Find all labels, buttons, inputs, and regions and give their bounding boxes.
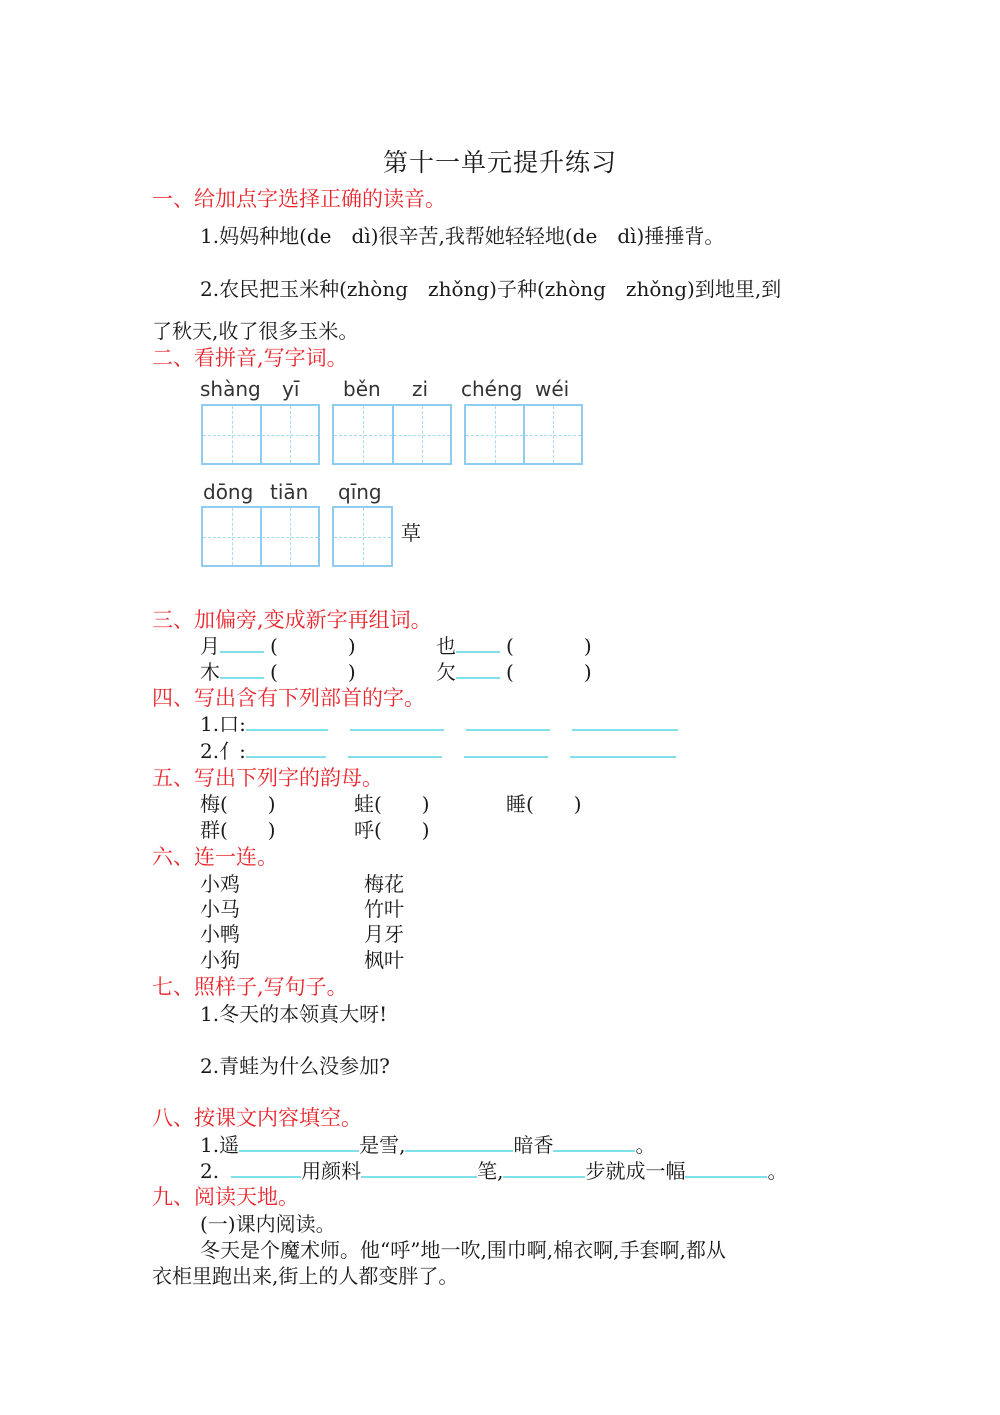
writing-grid-qing[interactable] (332, 506, 393, 567)
s4-item-ren: 2.亻: (200, 735, 676, 764)
s3-item-ye: 也 ( ) (436, 634, 592, 658)
blank-line[interactable] (572, 711, 678, 731)
blank-line[interactable] (503, 1158, 585, 1178)
section-4-heading: 四、写出含有下列部首的字。 (152, 686, 425, 710)
match-right-3[interactable]: 月牙 (364, 922, 404, 946)
s8-question-2: 2. 用颜料 笔, 步就成一幅 。 (200, 1159, 788, 1183)
writing-grid-benzi[interactable] (332, 404, 452, 465)
pinyin-yi: yī (282, 377, 300, 401)
pinyin-tian: tiān (270, 480, 309, 504)
section-2-heading: 二、看拼音,写字词。 (152, 346, 348, 370)
match-right-2[interactable]: 竹叶 (364, 897, 404, 921)
s7-example-2: 2.青蛙为什么没参加? (200, 1054, 390, 1078)
match-left-2[interactable]: 小马 (200, 897, 240, 921)
pinyin-zi: zi (412, 377, 429, 401)
s8-question-1: 1.遥 是雪, 暗香 。 (200, 1133, 656, 1157)
pinyin-wei: wéi (535, 377, 570, 401)
s4-item-kou: 1.口: (200, 708, 678, 737)
blank-line[interactable] (464, 738, 548, 758)
blank-line[interactable] (570, 738, 676, 758)
s5-item-wa: 蛙( ) (354, 792, 430, 816)
section-8-heading: 八、按课文内容填空。 (152, 1106, 362, 1130)
s9-subheading: (一)课内阅读。 (200, 1212, 336, 1236)
blank-line[interactable] (553, 1132, 635, 1152)
blank-line[interactable] (456, 659, 500, 679)
s3-item-yue: 月 ( ) (200, 634, 356, 658)
writing-grid-dongtian[interactable] (201, 506, 320, 567)
match-right-1[interactable]: 梅花 (364, 872, 404, 896)
section-5-heading: 五、写出下列字的韵母。 (152, 766, 383, 790)
blank-line[interactable] (361, 1158, 477, 1178)
page-title: 第十一单元提升练习 (382, 148, 617, 177)
pinyin-shang: shàng (200, 377, 261, 401)
pinyin-qing: qīng (338, 480, 382, 504)
section-3-heading: 三、加偏旁,变成新字再组词。 (152, 608, 432, 632)
pinyin-cheng: chéng (461, 377, 523, 401)
pinyin-dong: dōng (203, 480, 254, 504)
blank-line[interactable] (685, 1158, 767, 1178)
match-left-3[interactable]: 小鸭 (200, 922, 240, 946)
blank-line[interactable] (350, 711, 444, 731)
blank-line[interactable] (246, 711, 328, 731)
blank-line[interactable] (348, 738, 442, 758)
blank-line[interactable] (456, 633, 500, 653)
blank-line[interactable] (220, 659, 264, 679)
section-6-heading: 六、连一连。 (152, 845, 278, 869)
blank-line[interactable] (220, 633, 264, 653)
pinyin-ben: běn (343, 377, 381, 401)
blank-line[interactable] (239, 1132, 359, 1152)
blank-line[interactable] (246, 738, 326, 758)
match-left-1[interactable]: 小鸡 (200, 872, 240, 896)
section-1-heading: 一、给加点字选择正确的读音。 (152, 187, 446, 211)
s1-question-2-line1: 2.农民把玉米种(zhòng zhǒng)子种(zhòng zhǒng)到地里,到 (200, 277, 782, 301)
suffix-cao: 草 (401, 521, 421, 545)
s3-item-qian: 欠 ( ) (436, 660, 592, 684)
s3-item-mu: 木 ( ) (200, 660, 356, 684)
s1-question-2-line2: 了秋天,收了很多玉米。 (152, 319, 359, 343)
s5-item-qun: 群( ) (200, 818, 276, 842)
s5-item-mei: 梅( ) (200, 792, 276, 816)
blank-line[interactable] (405, 1132, 513, 1152)
section-7-heading: 七、照样子,写句子。 (152, 975, 348, 999)
section-9-heading: 九、阅读天地。 (152, 1185, 299, 1209)
s5-item-hu: 呼( ) (354, 818, 430, 842)
s5-item-shui: 睡( ) (506, 792, 582, 816)
s9-passage-line1: 冬天是个魔术师。他“呼”地一吹,围巾啊,棉衣啊,手套啊,都从 (200, 1238, 726, 1262)
s9-passage-line2: 衣柜里跑出来,街上的人都变胖了。 (152, 1264, 459, 1288)
writing-grid-chengwei[interactable] (464, 404, 583, 465)
blank-line[interactable] (466, 711, 550, 731)
s1-question-1: 1.妈妈种地(de dì)很辛苦,我帮她轻轻地(de dì)捶捶背。 (200, 224, 725, 248)
blank-line[interactable] (231, 1158, 301, 1178)
match-right-4[interactable]: 枫叶 (364, 948, 404, 972)
writing-grid-shangyi[interactable] (201, 404, 320, 465)
s7-example-1: 1.冬天的本领真大呀! (200, 1002, 388, 1026)
match-left-4[interactable]: 小狗 (200, 948, 240, 972)
